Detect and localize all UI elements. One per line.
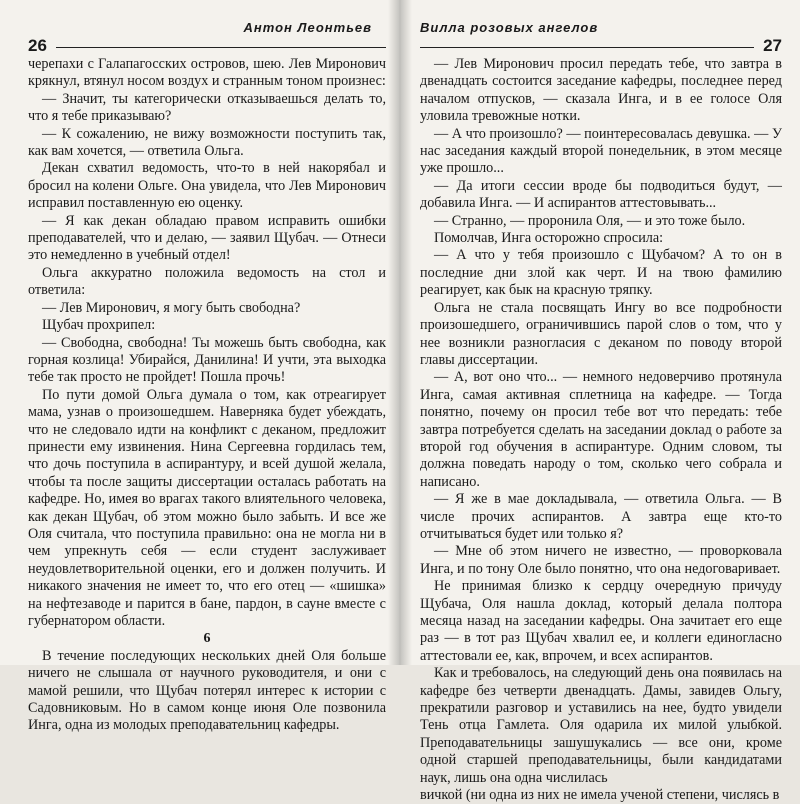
paragraph: В течение последующих нескольких дней Оля больше ничего не слышала от научного руководителя, и они с мамой решили, что Щубач потерял интерес к истории с Садовниковым. Но в самом конце июня Оле позвонила Инга, одна из молодых преподавательниц кафедры. <box>28 647 386 734</box>
paragraph: — Да итоги сессии вроде бы подводиться будут, — добавила Инга. — И аспирантов аттестовывать... <box>420 177 782 212</box>
left-page-number: 26 <box>28 36 47 55</box>
paragraph: — Я же в мае докладывала, — ответила Ольга. — В числе прочих аспирантов. А завтра еще кто-то отчитываться будет или только я? <box>420 491 782 542</box>
paragraph: — Странно, — проронила Оля, — и это тоже было. <box>434 212 746 229</box>
paragraph: — А, вот оно что... — немного недоверчиво протянула Инга, самая активная сплетница на кафедре. — Тогда понятно, почему он просил тебе вот что передать: тебе завтра потребуется сделать на заседании доклад о работе за второй год обучения в аспирантуре. Одним словом, ты должна поведать народу о том, сколько чего собрала и написано. <box>420 369 782 490</box>
right-running-head: Вилла розовых ангелов <box>420 20 599 35</box>
paragraph: — А что произошло? — поинтересовалась девушка. — У нас заседания каждый второй понедельник, в этом месяце уже прошло... <box>420 125 782 177</box>
paragraph: Помолчав, Инга осторожно спросила: <box>434 230 664 247</box>
right-page-text <box>420 56 782 804</box>
right-page-header <box>420 14 782 56</box>
left-page-text <box>28 56 386 735</box>
paragraph: По пути домой Ольга думала о том, как отреагирует мама, узнав о произошедшем. Наверняка будет убеждать, что не следовало идти на конфликт с деканом, предложит принести ему извинения. Нина Сергеевна гордилась тем, что дочь поступила в аспирантуру, и всей душой желала, чтобы та после защиты диссертации осталась работать на кафедре. Но, имея во врагах такого влиятельного человека, как декан Щубач, об этом можно было забыть. И все же Оля считала, что поступила правильно: она не могла ни в чем упрекнуть себя — если студент заслуживает неудовлетворительной оценки, его и должен получить. И никакого значения не имеет то, что его отец — «шишка» на нефтезаводе и парится в бане, пардон, в сауне вместе с губернатором области. <box>28 386 386 629</box>
right-page-number: 27 <box>763 36 782 55</box>
paragraph: — Мне об этом ничего не известно, — проворковала Инга, и по тону Оле было понятно, что она недоговаривает. <box>420 543 782 577</box>
paragraph: Ольга не стала посвящать Ингу во все подробности произошедшего, ограничившись парой слов о том, что у нее возникли разногласия с деканом по поводу второй главы диссертации. <box>420 299 782 368</box>
left-page <box>0 0 400 734</box>
trailing-line: вичкой (ни одна из них не имела ученой степени, числясь в <box>420 787 780 804</box>
right-page <box>400 0 800 804</box>
paragraph: Не принимая близко к сердцу очередную причуду Щубача, Оля нашла доклад, который делала полтора месяца назад на заседании кафедры. Она зачитает его еще раз — в тот раз Щубач хвалил ее, и коллеги единогласно аттестовали ее, как, впрочем, и всех аспирантов. <box>420 578 782 664</box>
paragraph: — Лев Миронович просил передать тебе, что завтра в двенадцать состоится заседание кафедры, последнее перед началом отпусков, — сказала Инга, и в ее голосе Оля уловила тревожные нотки. <box>420 56 782 125</box>
paragraph: черепахи с Галапагосских островов, шею. Лев Миронович крякнул, втянул носом воздух и странным тоном произнес: <box>28 56 386 90</box>
paragraph: — Свободна, свободна! Ты можешь быть свободна, как горная козлица! Убирайся, Данилина! И учти, эта выходка тебе так просто не пройдет! Пошла прочь! <box>28 334 386 386</box>
paragraph: Как и требовалось, на следующий день она появилась на кафедре без четверти двенадцать. Дамы, завидев Ольгу, прекратили разговор и уставились на нее, будто увидели Тень отца Гамлета. Оля одарила их милой улыбкой. Преподавательницы зашушукались — все они, кроме одной старшей преподавательницы, были кандидатами наук, лишь она одна числилась <box>420 665 782 786</box>
chapter-number: 6 <box>203 631 211 647</box>
right-header-rule <box>420 47 754 48</box>
paragraph: Щубач прохрипел: <box>42 317 156 334</box>
paragraph: Декан схватил ведомость, что-то в ней накорябал и бросил на колени Ольге. Она увидела, что Лев Миронович исправил поставленную ею оценку. <box>28 160 386 212</box>
paragraph: — Лев Миронович, я могу быть свободна? <box>42 299 301 316</box>
left-page-header <box>28 14 386 56</box>
paragraph: Ольга аккуратно положила ведомость на стол и ответила: <box>28 264 386 299</box>
left-header-rule <box>56 47 386 48</box>
paragraph: — А что у тебя произошло с Щубачом? А то он в последние дни злой как черт. И на твою фамилию реагирует, как бык на красную тряпку. <box>420 247 782 299</box>
paragraph: — К сожалению, не вижу возможности поступить так, как вам хочется, — ответила Ольга. <box>28 125 386 160</box>
paragraph: — Значит, ты категорически отказываешься делать то, что я тебе приказываю? <box>28 90 386 125</box>
left-running-head: Антон Леонтьев <box>243 20 372 35</box>
paragraph: — Я как декан обладаю правом исправить ошибки преподавателей, что и делаю, — заявил Щубач. — Отнеси это немедленно в учебный отдел! <box>28 212 386 264</box>
